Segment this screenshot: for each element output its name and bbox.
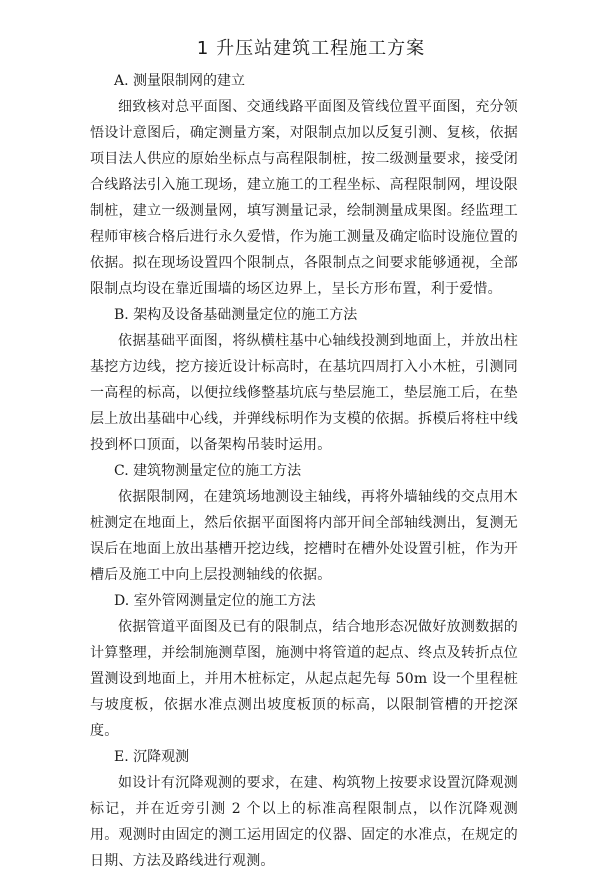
section-heading: D. 室外管网测量定位的施工方法	[114, 593, 316, 609]
section-b	[90, 302, 518, 458]
section-heading: E. 沉降观测	[114, 749, 190, 765]
section-a	[90, 68, 518, 302]
section-d	[90, 588, 518, 744]
section-e	[90, 744, 518, 874]
section-paragraph: 依据管道平面图及已有的限制点，结合地形态况做好放测数据的计算整理，并绘制施测草图，施测中将管道的起点、终点及转折点位置测设到地面上，并用木桩标定，从起点起先每 50m 设一个里程桩与坡度板，依据水准点测出坡度板顶的标高，以限制管槽的开挖深度。	[90, 619, 518, 739]
section-c	[90, 458, 518, 588]
section-heading: C. 建筑物测量定位的施工方法	[114, 463, 302, 479]
section-heading: A. 测量限制网的建立	[114, 73, 246, 89]
section-paragraph: 如设计有沉降观测的要求，在建、构筑物上按要求设置沉降观测标记，并在近旁引测 2 个以上的标准高程限制点，以作沉降观测用。观测时由固定的测工运用固定的仪器、固定的水准点，在规定的日期、方法及路线进行观测。	[90, 775, 518, 869]
section-paragraph: 细致核对总平面图、交通线路平面图及管线位置平面图，充分领悟设计意图后，确定测量方案，对限制点加以反复引测、复核，依据项目法人供应的原始坐标点与高程限制桩，按二级测量要求，接受闭合线路法引入施工现场，建立施工的工程坐标、高程限制网，埋设限制桩，建立一级测量网，填写测量记录，绘制测量成果图。经监理工程师审核合格后进行永久爱惜，作为施工测量及确定临时设施位置的依据。拟在现场设置四个限制点，各限制点之间要求能够通视，全部限制点均设在靠近围墙的场区边界上，呈长方形布置，利于爱惜。	[90, 99, 518, 297]
section-paragraph: 依据基础平面图，将纵横柱基中心轴线投测到地面上，并放出柱基挖方边线，挖方接近设计标高时，在基坑四周打入小木桩，引测同一高程的标高，以便拉线修整基坑底与垫层施工，垫层施工后，在垫层上放出基础中心线，并弹线标明作为支模的依据。拆模后将柱中线投到杯口顶面，以备架构吊装时运用。	[90, 333, 518, 453]
page-title: 1 升压站建筑工程施工方案	[196, 38, 426, 59]
section-heading: B. 架构及设备基础测量定位的施工方法	[114, 307, 358, 323]
section-paragraph: 依据限制网，在建筑场地测设主轴线，再将外墙轴线的交点用木桩测定在地面上，然后依据平面图将内部开间全部轴线测出，复测无误后在地面上放出基槽开挖边线，挖槽时在槽外处设置引桩，作为开槽后及施工中向上层投测轴线的依据。	[90, 489, 518, 583]
